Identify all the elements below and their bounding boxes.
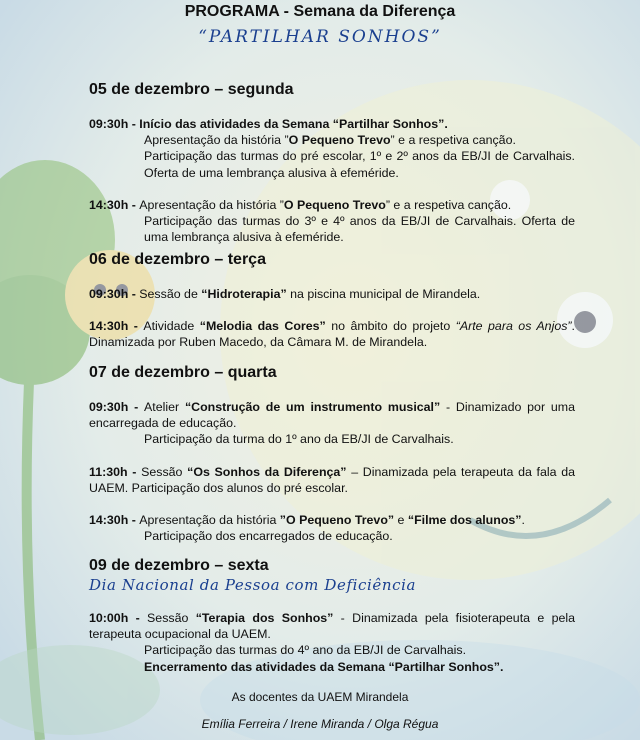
day-section-05-december [89, 80, 575, 245]
schedule-event [89, 318, 575, 350]
event-text: Participação da turma do 1º ano da EB/JI de Carvalhais. [144, 432, 454, 447]
day-section-07-december [89, 363, 575, 544]
event-detail [89, 431, 575, 447]
event-time: 09:30h - [89, 400, 144, 414]
event-text: - Dinamizado por uma encarregada de educação. [89, 400, 575, 431]
day-section-09-december [89, 556, 575, 675]
event-text: Apresentação da história ” [139, 197, 284, 212]
event-text: Apresentação da história [139, 513, 280, 528]
event-text: O Pequeno Trevo [288, 133, 391, 148]
event-description [89, 512, 575, 528]
event-text: Sessão de [139, 287, 202, 301]
schedule-event [89, 197, 575, 246]
day-title: 07 de dezembro – quarta [89, 364, 277, 381]
event-text: no âmbito do projeto [325, 319, 456, 334]
event-text: “Filme dos alunos” [407, 513, 522, 528]
event-text: na piscina municipal de Mirandela. [286, 287, 481, 301]
event-text: Participação das turmas do pré escolar, 1º e 2º anos da EB/JI de Carvalhais. Oferta de uma lembrança alusiva à efeméride. [144, 149, 575, 180]
event-time: 14:30h - [89, 197, 140, 212]
schedule-event [89, 399, 575, 448]
event-description [89, 610, 575, 642]
event-text: . Dinamizada por Ruben Macedo, da Câmara M. de Mirandela. [89, 319, 575, 350]
event-detail [89, 528, 575, 544]
event-time: 14:30h - [89, 319, 144, 334]
schedule-event [89, 512, 575, 544]
program-subtitle: “PARTILHAR SONHOS” [198, 27, 442, 47]
event-text: ” e a respetiva canção. [385, 197, 512, 212]
footer-signature: As docentes da UAEM Mirandela [231, 690, 409, 704]
event-description [89, 197, 575, 213]
event-text: Participação dos encarregados de educação. [144, 529, 393, 544]
program-footer [0, 690, 640, 731]
event-text: “Construção de um instrumento musical” [184, 400, 441, 414]
event-time: 09:30h - [89, 287, 140, 301]
event-text: ” e a respetiva canção. [390, 133, 516, 148]
schedule-event [89, 116, 575, 181]
event-text: “Terapia dos Sonhos” [195, 611, 334, 625]
event-text: ”O Pequeno Trevo” [279, 513, 395, 528]
event-detail [89, 213, 575, 245]
event-time: 14:30h - [89, 513, 140, 528]
event-text: Sessão [147, 611, 196, 625]
schedule-event [89, 610, 575, 675]
event-detail [89, 148, 575, 180]
event-description [89, 116, 575, 132]
day-section-06-december [89, 250, 575, 351]
event-text: Apresentação da história ” [144, 133, 289, 148]
schedule-event [89, 286, 575, 302]
event-text: O Pequeno Trevo [283, 197, 386, 212]
event-text: “Melodia das Cores” [199, 319, 326, 334]
event-description [89, 286, 575, 302]
event-detail [89, 642, 575, 658]
program-title: PROGRAMA - Semana da Diferença [184, 3, 456, 20]
event-text: Atelier [144, 400, 185, 414]
event-description [89, 318, 575, 350]
event-text: Participação das turmas do 4º ano da EB/JI de Carvalhais. [144, 643, 467, 658]
event-text: Atividade [143, 319, 200, 334]
day-title: 06 de dezembro – terça [89, 251, 266, 268]
event-text: e [394, 513, 408, 528]
event-text: “Hidroterapia” [201, 287, 287, 301]
event-text: – Dinamizada pela terapeuta da fala da UAEM. Participação dos alunos do pré escolar. [89, 464, 575, 495]
schedule-event [89, 464, 575, 496]
program-header [0, 0, 640, 47]
day-title: 05 de dezembro – segunda [89, 81, 294, 98]
event-time: 10:00h - [89, 611, 148, 625]
event-time: 09:30h - [89, 117, 140, 131]
event-description [89, 399, 575, 431]
event-description [89, 464, 575, 496]
event-text: Encerramento das atividades da Semana “Partilhar Sonhos”. [144, 659, 504, 674]
event-text: . [521, 513, 525, 528]
event-text: “Arte para os Anjos” [455, 319, 572, 334]
event-time: 11:30h - [89, 464, 142, 479]
event-detail [89, 659, 575, 675]
day-special-subtitle: Dia Nacional da Pessoa com Deficiência [89, 576, 417, 594]
footer-names: Emília Ferreira / Irene Miranda / Olga Régua [201, 717, 439, 731]
event-text: Participação das turmas do 3º e 4º anos da EB/JI de Carvalhais. Oferta de uma lembrança alusiva à efeméride. [144, 214, 575, 245]
event-text: “Os Sonhos da Diferença” [187, 464, 347, 479]
event-text: Sessão [141, 464, 188, 479]
day-title: 09 de dezembro – sexta [89, 557, 269, 574]
event-text: - Dinamizada pela fisioterapeuta e pela terapeuta ocupacional da UAEM. [89, 611, 575, 642]
event-detail [89, 132, 575, 148]
event-text: Início das atividades da Semana “Partilhar Sonhos”. [139, 117, 448, 131]
